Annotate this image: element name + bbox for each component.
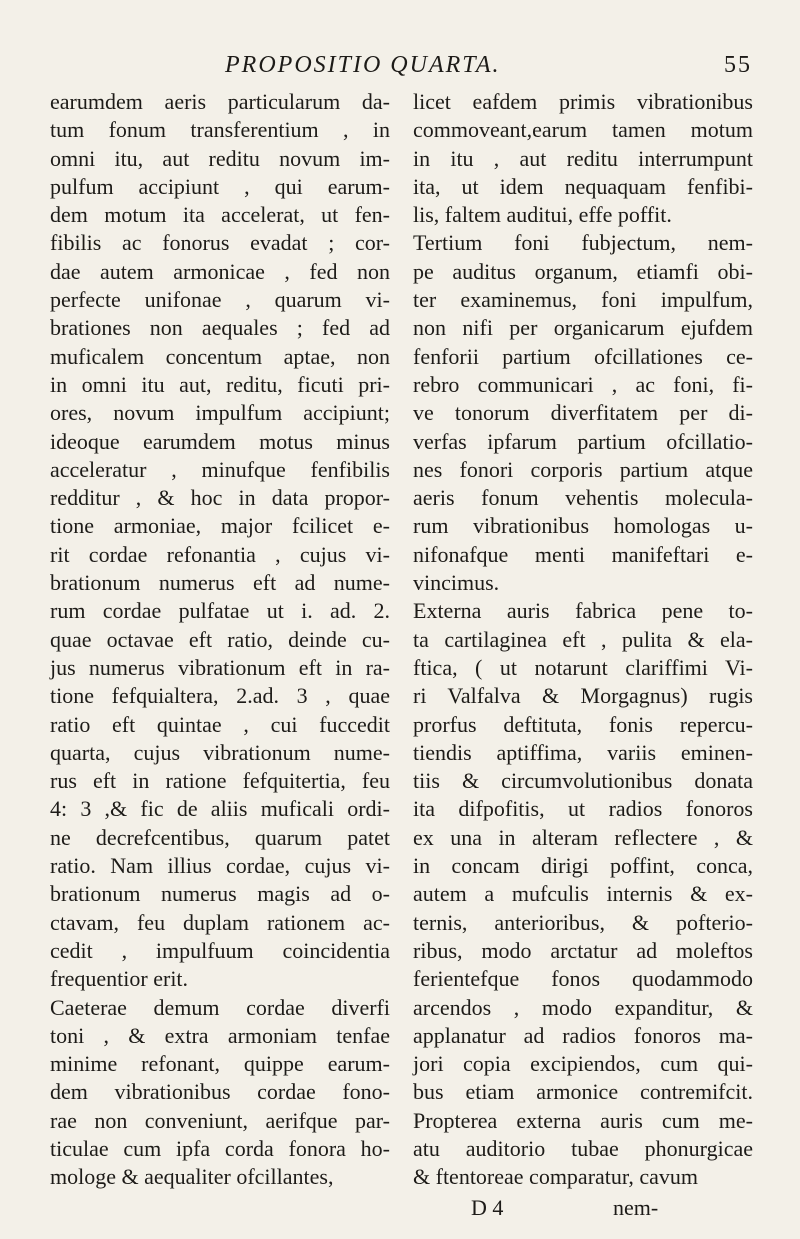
- text-line: ratio eft quintae , cui fuccedit: [50, 711, 390, 737]
- text-line: brationum numerus eft ad nume-: [50, 570, 390, 596]
- text-line: ribus, modo arctatur ad moleftos: [413, 937, 753, 963]
- text-line: ita difpofitis, ut radios fonoros: [413, 796, 753, 822]
- text-line: ne decrefcentibus, quarum patet: [50, 824, 390, 850]
- text-line: rit cordae refonantia , cujus vi-: [50, 541, 390, 567]
- text-line: ex una in alteram reflectere , &: [413, 824, 753, 850]
- text-line: ita, ut idem nequaquam fenfibi-: [413, 173, 753, 199]
- text-line: frequentior erit.: [50, 966, 189, 992]
- text-line: verfas ipfarum partium ofcillatio-: [413, 428, 753, 454]
- text-line: commoveant,earum tamen motum: [413, 117, 753, 143]
- text-line: jori copia excipiendos, cum qui-: [413, 1051, 753, 1077]
- text-line: tum fonum transferentium , in: [50, 117, 390, 143]
- text-line: vincimus.: [413, 570, 500, 596]
- text-line: redditur , & hoc in data propor-: [50, 485, 390, 511]
- text-line: in omni itu aut, reditu, ficuti pri-: [50, 371, 390, 397]
- text-line: pulfum accipiunt , qui earum-: [50, 173, 390, 199]
- text-line: in itu , aut reditu interrumpunt: [413, 145, 753, 171]
- text-line: ores, novum impulfum accipiunt;: [50, 400, 390, 426]
- text-line: ter examinemus, foni impulfum,: [413, 287, 753, 313]
- text-line: omni itu, aut reditu novum im-: [50, 145, 390, 171]
- text-line: nes fonori corporis partium atque: [413, 456, 753, 482]
- text-line: arcendos , modo expanditur, &: [413, 994, 753, 1020]
- text-line: Externa auris fabrica pene to-: [413, 598, 753, 624]
- text-line: mologe & aequaliter ofcillantes,: [50, 1164, 334, 1190]
- text-line: tione fefquialtera, 2.ad. 3 , quae: [50, 683, 390, 709]
- text-line: ve tonorum diverfitatem per di-: [413, 400, 753, 426]
- text-line: autem a mufculis internis & ex-: [413, 881, 753, 907]
- text-line: fibilis ac fonorus evadat ; cor-: [50, 230, 390, 256]
- text-line: dem vibrationibus cordae fono-: [50, 1079, 390, 1105]
- running-title: PROPOSITIO QUARTA.: [225, 52, 501, 78]
- text-line: pe auditus organum, etiamfi obi-: [413, 258, 753, 284]
- text-line: rae non conveniunt, aerifque par-: [50, 1107, 390, 1133]
- text-line: earumdem aeris particularum da-: [50, 89, 390, 114]
- text-line: & ftentoreae comparatur, cavum: [413, 1164, 698, 1190]
- text-line: Tertium foni fubjectum, nem-: [413, 230, 753, 256]
- text-line: ticulae cum ipfa corda fonora ho-: [50, 1135, 390, 1161]
- catchword: nem-: [613, 1195, 659, 1220]
- text-line: quarta, cujus vibrationum nume-: [50, 739, 390, 765]
- text-line: jus numerus vibrationum eft in ra-: [50, 654, 390, 680]
- text-line: quae octavae eft ratio, deinde cu-: [50, 626, 390, 652]
- text-line: fenforii partium ofcillationes ce-: [413, 343, 753, 369]
- text-line: tiendis aptiffima, variis eminen-: [413, 739, 753, 765]
- text-line: acceleratur , minufque fenfibilis: [50, 456, 390, 482]
- signature-mark: D 4: [471, 1195, 504, 1220]
- left-text-column: [50, 88, 390, 1192]
- text-line: brationum numerus magis ad o-: [50, 881, 390, 907]
- text-line: ratio. Nam illius cordae, cujus vi-: [50, 853, 390, 879]
- text-line: ri Valfalva & Morgagnus) rugis: [413, 683, 753, 709]
- text-line: muficalem concentum aptae, non: [50, 343, 390, 369]
- text-line: perfecte unifonae , quarum vi-: [50, 287, 390, 313]
- text-line: applanatur ad radios fonoros ma-: [413, 1022, 753, 1048]
- right-text-column: [413, 88, 753, 1192]
- text-line: ternis, anterioribus, & pofterio-: [413, 909, 753, 935]
- text-line: licet eafdem primis vibrationibus: [413, 89, 753, 114]
- text-line: toni , & extra armoniam tenfae: [50, 1022, 390, 1048]
- text-line: ftica, ( ut notarunt clariffimi Vi-: [413, 654, 753, 680]
- text-line: ideoque earumdem motus minus: [50, 428, 390, 454]
- running-header: [50, 48, 752, 88]
- text-line: dae autem armonicae , fed non: [50, 258, 390, 284]
- text-line: rum cordae pulfatae ut i. ad. 2.: [50, 598, 390, 624]
- text-line: non nifi per organicarum ejufdem: [413, 315, 753, 341]
- text-line: tiis & circumvolutionibus donata: [413, 768, 753, 794]
- text-line: ferientefque fonos quodammodo: [413, 966, 753, 992]
- text-line: aeris fonum vehentis molecula-: [413, 485, 753, 511]
- text-line: in concam dirigi poffint, conca,: [413, 853, 753, 879]
- text-line: Caeterae demum cordae diverfi: [50, 994, 390, 1020]
- text-line: bus etiam armonice contremifcit.: [413, 1079, 753, 1105]
- text-line: rebro communicari , ac foni, fi-: [413, 371, 753, 397]
- text-line: rum vibrationibus homologas u-: [413, 513, 753, 539]
- text-line: minime refonant, quippe earum-: [50, 1051, 390, 1077]
- text-line: rus eft in ratione fefquitertia, feu: [50, 768, 390, 794]
- text-line: cedit , impulfuum coincidentia: [50, 937, 390, 963]
- text-line: brationes non aequales ; fed ad: [50, 315, 390, 341]
- text-line: ctavam, feu duplam rationem ac-: [50, 909, 390, 935]
- text-line: prorfus deftituta, fonis repercu-: [413, 711, 753, 737]
- text-line: atu auditorio tubae phonurgicae: [413, 1135, 753, 1161]
- text-line: dem motum ita accelerat, ut fen-: [50, 202, 390, 228]
- text-line: ta cartilaginea eft , pulita & ela-: [413, 626, 753, 652]
- page-number: 55: [724, 52, 752, 78]
- text-line: tione armoniae, major fcilicet e-: [50, 513, 390, 539]
- text-line: 4: 3 ,& fic de aliis muficali ordi-: [50, 796, 390, 822]
- text-line: Propterea externa auris cum me-: [413, 1107, 753, 1133]
- text-line: nifonafque menti manifeftari e-: [413, 541, 753, 567]
- text-line: lis, faltem auditui, effe poffit.: [413, 202, 672, 228]
